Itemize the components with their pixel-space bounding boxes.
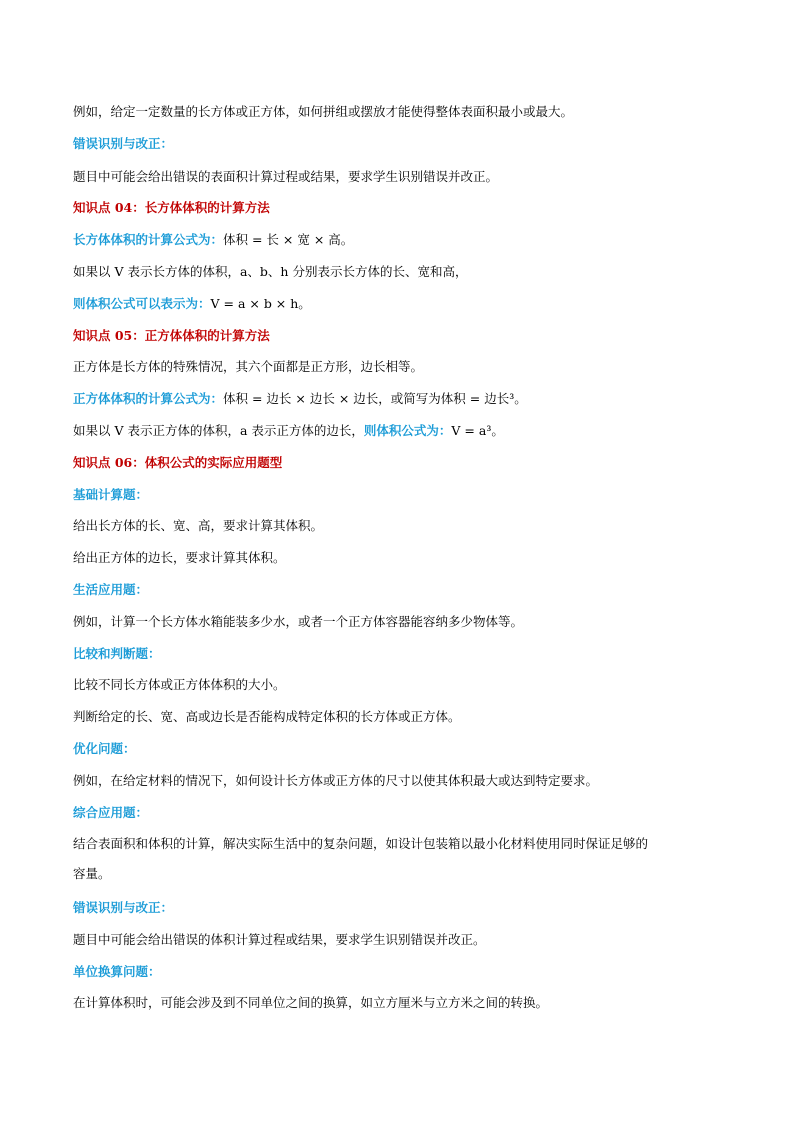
formula-line (73, 422, 504, 440)
formula-text: 体积 = 边长 × 边长 × 边长，或简写为体积 = 边长³。 (223, 391, 527, 406)
formula-text: 体积 = 长 × 宽 × 高。 (223, 232, 354, 247)
text: 比较不同长方体或正方体体积的大小。 (73, 677, 286, 692)
section-heading (73, 963, 161, 981)
paragraph (73, 931, 486, 949)
section-heading (73, 486, 148, 504)
section-heading (73, 135, 173, 153)
heading-text: 生活应用题： (73, 582, 149, 597)
section-heading (73, 581, 148, 599)
heading-text: 综合应用题： (73, 805, 149, 820)
heading-text: 知识点 04：长方体体积的计算方法 (73, 200, 270, 215)
text: 如果以 V 表示长方体的体积，a、b、h 分别表示长方体的长、宽和高， (73, 264, 468, 279)
heading-text: 比较和判断题： (73, 646, 161, 661)
paragraph (73, 168, 498, 186)
text: 容量。 (73, 866, 111, 881)
paragraph (73, 263, 467, 281)
formula-line (73, 390, 527, 408)
section-heading (73, 740, 136, 758)
paragraph (73, 613, 523, 631)
paragraph (73, 994, 548, 1012)
formula-label: 正方体体积的计算公式为： (73, 391, 224, 406)
formula-label: 长方体体积的计算公式为： (73, 232, 224, 247)
knowledge-point-heading (73, 327, 270, 345)
formula-label: 则体积公式为： (363, 423, 452, 438)
text: 例如，在给定材料的情况下，如何设计长方体或正方体的尺寸以使其体积最大或达到特定要求。 (73, 773, 599, 788)
text: 如果以 V 表示正方体的体积，a 表示正方体的边长， (73, 423, 364, 438)
paragraph (73, 676, 286, 694)
heading-text: 优化问题： (73, 741, 136, 756)
heading-text: 错误识别与改正： (73, 900, 174, 915)
heading-text: 单位换算问题： (73, 964, 161, 979)
text: 结合表面积和体积的计算，解决实际生活中的复杂问题，如设计包装箱以最小化材料使用同时保证足够的 (73, 836, 649, 851)
paragraph (73, 865, 111, 883)
paragraph (73, 358, 423, 376)
formula-line (73, 295, 311, 313)
text: 给出长方体的长、宽、高，要求计算其体积。 (73, 518, 324, 533)
heading-text: 基础计算题： (73, 487, 149, 502)
paragraph (73, 708, 461, 726)
text: 题目中可能会给出错误的体积计算过程或结果，要求学生识别错误并改正。 (73, 932, 486, 947)
text: 题目中可能会给出错误的表面积计算过程或结果，要求学生识别错误并改正。 (73, 169, 499, 184)
formula-text: V = a³。 (451, 423, 504, 438)
heading-text: 知识点 05：正方体体积的计算方法 (73, 328, 270, 343)
paragraph (73, 517, 323, 535)
knowledge-point-heading (73, 454, 282, 472)
text: 给出正方体的边长，要求计算其体积。 (73, 550, 286, 565)
paragraph (73, 549, 286, 567)
text: 判断给定的长、宽、高或边长是否能构成特定体积的长方体或正方体。 (73, 709, 461, 724)
formula-line (73, 231, 353, 249)
section-heading (73, 899, 173, 917)
text: 在计算体积时，可能会涉及到不同单位之间的换算，如立方厘米与立方米之间的转换。 (73, 995, 549, 1010)
knowledge-point-heading (73, 199, 270, 217)
heading-text: 知识点 06：体积公式的实际应用题型 (73, 455, 283, 470)
formula-label: 则体积公式可以表示为： (73, 296, 211, 311)
formula-text: V = a × b × h。 (210, 296, 311, 311)
paragraph (73, 772, 598, 790)
section-heading (73, 645, 161, 663)
section-heading (73, 804, 148, 822)
paragraph (73, 103, 573, 121)
text: 正方体是长方体的特殊情况，其六个面都是正方形，边长相等。 (73, 359, 424, 374)
text: 例如，计算一个长方体水箱能装多少水，或者一个正方体容器能容纳多少物体等。 (73, 614, 524, 629)
heading-text: 错误识别与改正： (73, 136, 174, 151)
text: 例如，给定一定数量的长方体或正方体，如何拼组或摆放才能使得整体表面积最小或最大。 (73, 104, 574, 119)
paragraph (73, 835, 648, 853)
